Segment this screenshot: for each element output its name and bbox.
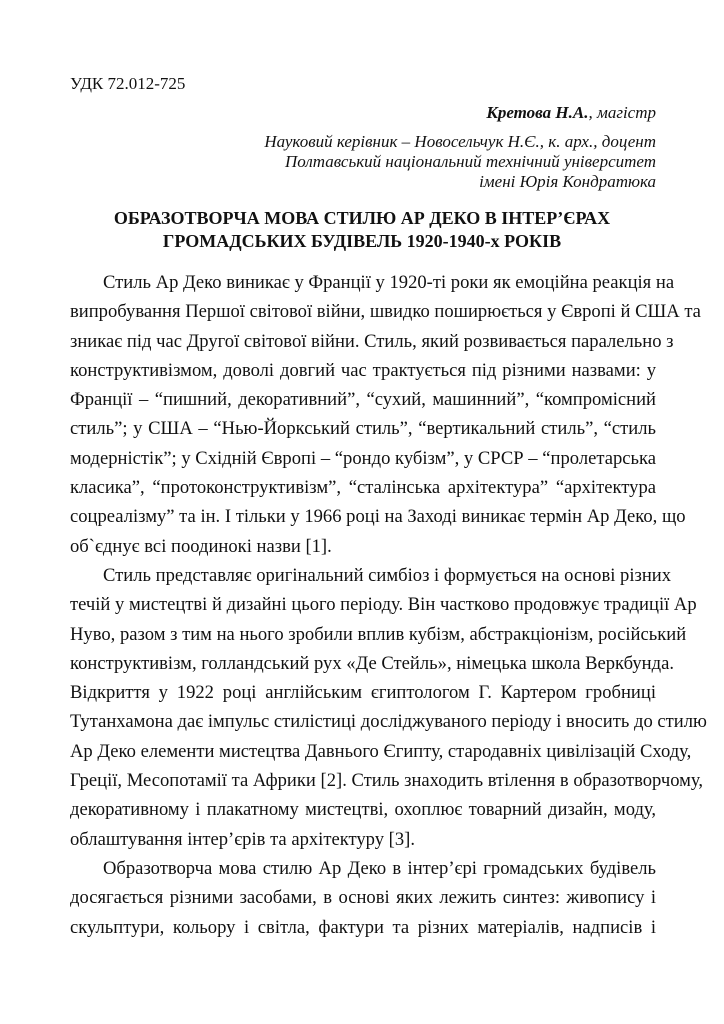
paragraph — [70, 268, 701, 561]
text-line: модерністік”; у Східній Європі – “рондо кубізм”, у СРСР – “пролетарська — [70, 447, 656, 469]
text-line: Відкриття у 1922 році англійським єгиптологом Г. Картером гробниці — [70, 682, 656, 704]
text-line: течій у мистецтві й дизайні цього періоду. Він частково продовжує традиції Ар — [70, 594, 697, 616]
text-line: Франції – “пишний, декоративний”, “сухий, машинний”, “компромісний — [70, 389, 656, 411]
udc-code: УДК 72.012-725 — [70, 74, 186, 93]
text-line: Нуво, разом з тим на нього зробили вплив кубізм, абстракціонізм, російський — [70, 623, 687, 645]
paragraph — [70, 561, 707, 854]
author-name: Кретова Н.А. — [486, 103, 589, 122]
text-line: декоративному і плакатному мистецтві, охоплює товарний дизайн, моду, — [70, 799, 656, 821]
text-line: Греції, Месопотамії та Африки [2]. Стиль знаходить втілення в образотворчому, — [70, 770, 704, 792]
supervisor-line: Науковий керівник – Новосельчук Н.Є., к. арх., доцент — [264, 132, 656, 151]
text-line: Ар Деко елементи мистецтва Давнього Єгипту, стародавніх цивілізацій Сходу, — [70, 740, 692, 762]
text-line: випробування Першої світової війни, швидко поширюється у Європі й США та — [70, 301, 701, 323]
text-line: Стиль представляє оригінальний симбіоз і формується на основі різних — [103, 564, 672, 586]
text-line: об`єднує всі поодинокі назви [1]. — [70, 535, 332, 557]
paragraph — [70, 854, 656, 942]
text-line: стиль”; у США – “Нью-Йоркський стиль”, “вертикальний стиль”, “стиль — [70, 418, 656, 440]
article-body — [70, 268, 707, 942]
text-line: Стиль Ар Деко виникає у Франції у 1920-ті роки як емоційна реакція на — [103, 272, 675, 293]
author-degree: , магістр — [588, 103, 656, 122]
article-title — [60, 207, 664, 253]
university-line-1: Полтавський національний технічний університет — [285, 152, 656, 171]
title-line: ОБРАЗОТВОРЧА МОВА СТИЛЮ АР ДЕКО В ІНТЕР’ЄРАХ — [113, 208, 611, 228]
text-line: конструктивізм, голландський рух «Де Стейль», німецька школа Веркбунда. — [70, 652, 674, 674]
text-line: конструктивізмом, доволі довгий час трактується під різними назвами: у — [70, 359, 656, 381]
title-line: ГРОМАДСЬКИХ БУДІВЕЛЬ 1920-1940-х РОКІВ — [162, 231, 562, 251]
text-line: облаштування інтер’єрів та архітектуру [3]. — [70, 828, 416, 850]
text-line: зникає під час Другої світової війни. Стиль, який розвивається паралельно з — [70, 330, 674, 352]
text-line: Тутанхамона дає імпульс стилістиці досліджуваного періоду і вносить до стилю — [70, 711, 707, 733]
university-line-2: імені Юрія Кондратюка — [479, 172, 656, 191]
text-line: Образотворча мова стилю Ар Деко в інтер’єрі громадських будівель — [103, 857, 656, 879]
text-line: класика”, “протоконструктивізм”, “сталінська архітектура” “архітектура — [70, 477, 656, 499]
text-line: скульптури, кольору і світла, фактури та різних матеріалів, надписів і — [70, 916, 656, 938]
author-line — [486, 103, 656, 123]
text-line: соцреалізму” та ін. І тільки у 1966 році на Заході виникає термін Ар Деко, що — [70, 506, 686, 528]
text-line: досягається різними засобами, в основі яких лежить синтез: живопису і — [70, 887, 656, 909]
